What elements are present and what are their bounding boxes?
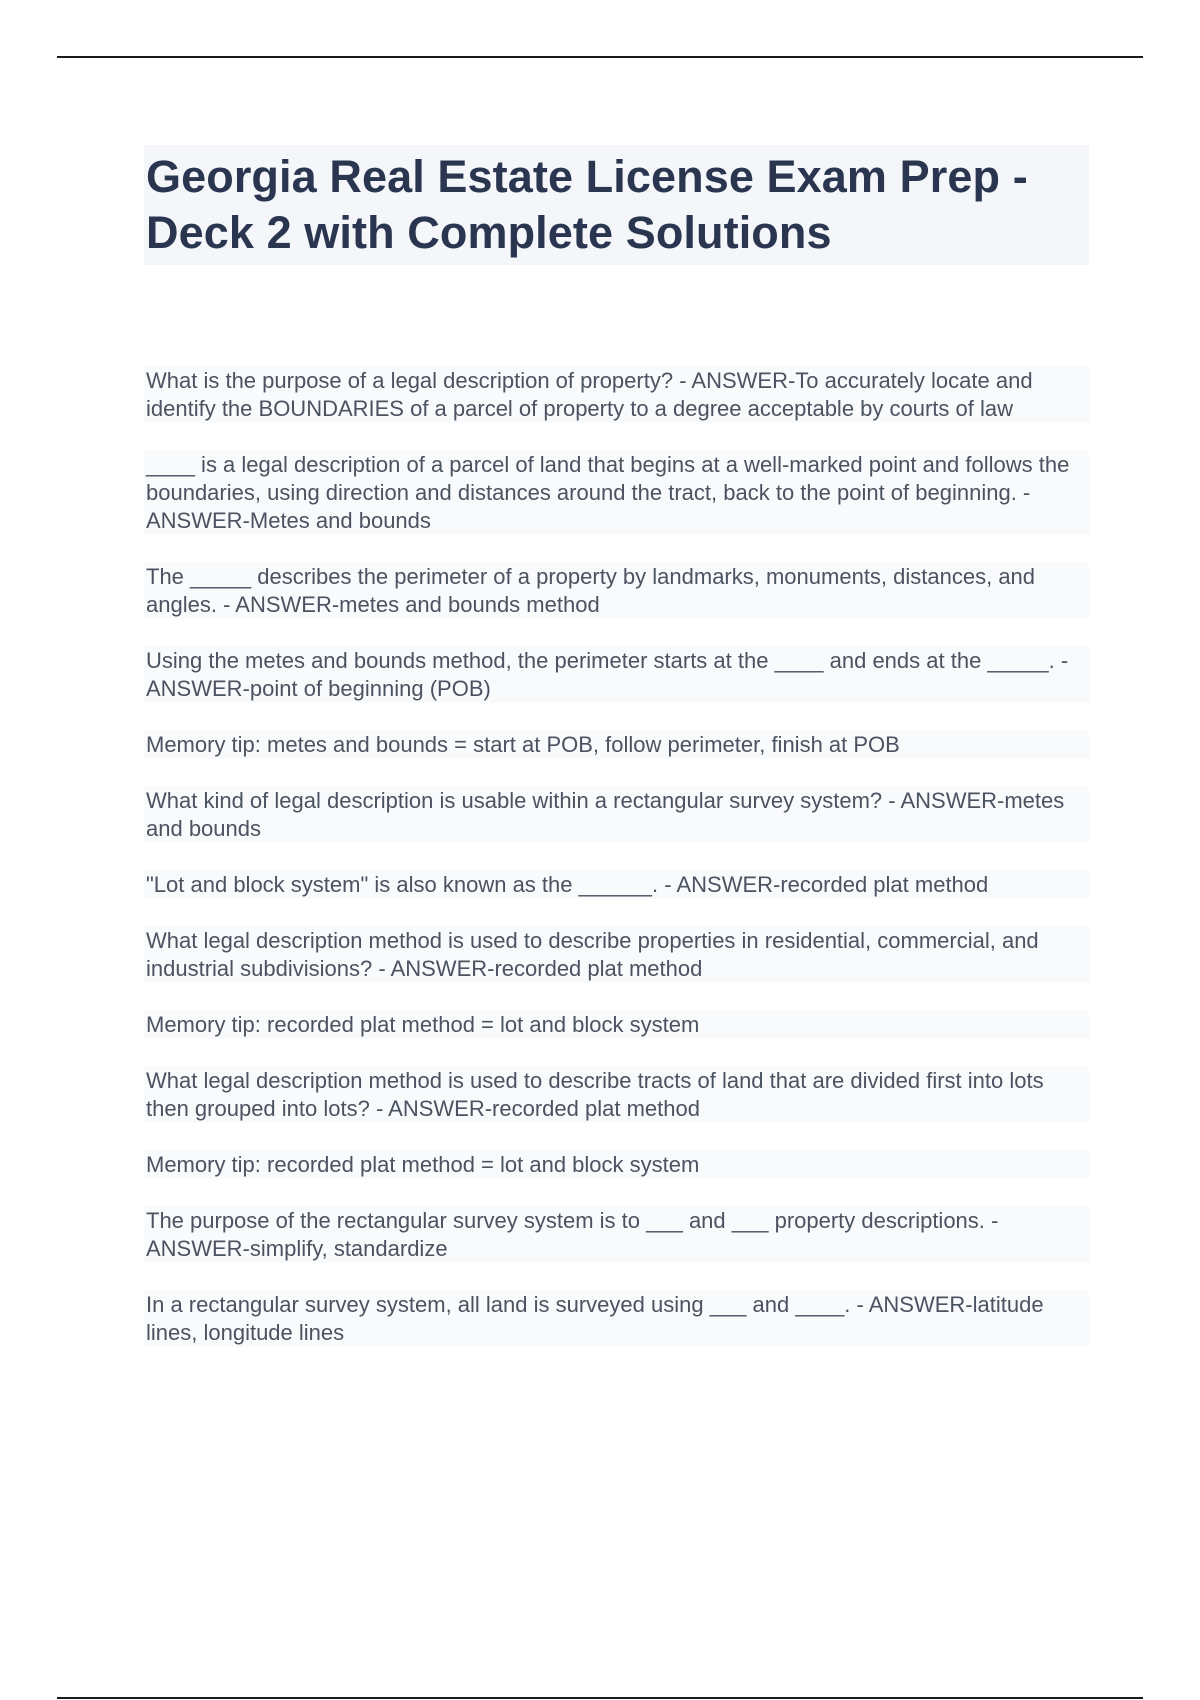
qa-item: What is the purpose of a legal description of property? - ANSWER-To accurately locate and identify the BOUNDARIES of a parcel of property to a degree acceptable by courts of law	[144, 367, 1089, 423]
header-rule	[57, 56, 1143, 58]
qa-item: What legal description method is used to describe properties in residential, commercial, and industrial subdivisions? - ANSWER-recorded plat method	[144, 927, 1089, 983]
document-title: Georgia Real Estate License Exam Prep - Deck 2 with Complete Solutions	[146, 151, 1028, 258]
qa-item: Using the metes and bounds method, the perimeter starts at the ____ and ends at the _____. - ANSWER-point of beginning (POB)	[144, 647, 1089, 703]
qa-item: What legal description method is used to describe tracts of land that are divided first into lots then grouped into lots? - ANSWER-recorded plat method	[144, 1067, 1089, 1123]
memory-tip: Memory tip: recorded plat method = lot and block system	[144, 1011, 1089, 1039]
memory-tip: Memory tip: metes and bounds = start at POB, follow perimeter, finish at POB	[144, 731, 1089, 759]
qa-item: The purpose of the rectangular survey system is to ___ and ___ property descriptions. - ANSWER-simplify, standardize	[144, 1207, 1089, 1263]
qa-item: What kind of legal description is usable within a rectangular survey system? - ANSWER-metes and bounds	[144, 787, 1089, 843]
qa-item: ____ is a legal description of a parcel of land that begins at a well-marked point and follows the boundaries, using direction and distances around the tract, back to the point of beginning. - ANSWER-Metes and bounds	[144, 451, 1089, 535]
qa-list	[144, 367, 1089, 1375]
memory-tip: Memory tip: recorded plat method = lot and block system	[144, 1151, 1089, 1179]
title-block	[144, 145, 1089, 265]
qa-item: The _____ describes the perimeter of a property by landmarks, monuments, distances, and angles. - ANSWER-metes and bounds method	[144, 563, 1089, 619]
qa-item: "Lot and block system" is also known as the ______. - ANSWER-recorded plat method	[144, 871, 1089, 899]
footer-rule	[57, 1697, 1143, 1699]
qa-item: In a rectangular survey system, all land is surveyed using ___ and ____. - ANSWER-latitude lines, longitude lines	[144, 1291, 1089, 1347]
